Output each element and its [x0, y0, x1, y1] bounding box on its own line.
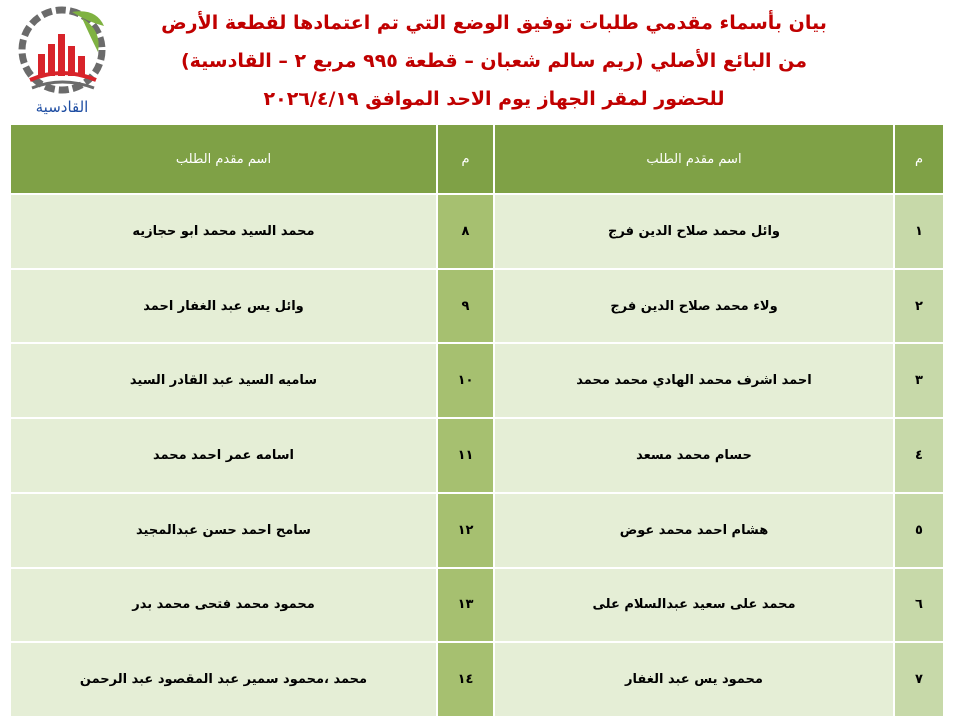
row-number: ١٢ — [437, 493, 494, 568]
applicants-table — [9, 123, 945, 718]
table-header-row — [10, 124, 944, 194]
table-row — [10, 269, 944, 344]
applicant-name: محمد ،محمود سمير عبد المقصود عبد الرحمن — [10, 642, 437, 717]
page-title — [120, 4, 868, 118]
row-number: ٦ — [894, 568, 944, 643]
applicant-name: محمد السيد محمد ابو حجازيه — [10, 194, 437, 269]
applicant-name: وائل محمد صلاح الدين فرج — [494, 194, 894, 269]
table-row — [10, 194, 944, 269]
table-row — [10, 343, 944, 418]
applicant-name: حسام محمد مسعد — [494, 418, 894, 493]
table-row — [10, 493, 944, 568]
applicant-name: محمود محمد فتحى محمد بدر — [10, 568, 437, 643]
row-number: ٧ — [894, 642, 944, 717]
row-number: ٤ — [894, 418, 944, 493]
applicant-name: محمود يس عبد الغفار — [494, 642, 894, 717]
header-number: م — [437, 124, 494, 194]
applicant-name: وائل يس عبد الغفار احمد — [10, 269, 437, 344]
header-applicant-name: اسم مقدم الطلب — [494, 124, 894, 194]
applicant-name: سامح احمد حسن عبدالمجيد — [10, 493, 437, 568]
row-number: ٢ — [894, 269, 944, 344]
logo-emblem-icon — [12, 4, 112, 100]
row-number: ٣ — [894, 343, 944, 418]
row-number: ١١ — [437, 418, 494, 493]
row-number: ١٤ — [437, 642, 494, 717]
title-line-2: من البائع الأصلي (ريم سالم شعبان – قطعة ٩٩٥ مربع ٢ – القادسية) — [180, 50, 808, 72]
row-number: ٩ — [437, 269, 494, 344]
title-line-3: للحضور لمقر الجهاز يوم الاحد الموافق ٢٠٢٦/٤/١٩ — [263, 88, 725, 110]
header-number: م — [894, 124, 944, 194]
applicant-name: اسامه عمر احمد محمد — [10, 418, 437, 493]
applicant-name: ساميه السيد عبد القادر السيد — [10, 343, 437, 418]
row-number: ٥ — [894, 493, 944, 568]
title-line-1: بيان بأسماء مقدمي طلبات توفيق الوضع التي تم اعتمادها لقطعة الأرض — [161, 12, 827, 34]
applicant-name: هشام احمد محمد عوض — [494, 493, 894, 568]
row-number: ١٠ — [437, 343, 494, 418]
logo-caption: القادسية — [35, 98, 89, 116]
table-row — [10, 568, 944, 643]
header-applicant-name: اسم مقدم الطلب — [10, 124, 437, 194]
row-number: ٨ — [437, 194, 494, 269]
applicant-name: احمد اشرف محمد الهادي محمد محمد — [494, 343, 894, 418]
table-row — [10, 642, 944, 717]
table-row — [10, 418, 944, 493]
row-number: ١٣ — [437, 568, 494, 643]
applicant-name: محمد على سعيد عبدالسلام على — [494, 568, 894, 643]
applicant-name: ولاء محمد صلاح الدين فرج — [494, 269, 894, 344]
authority-logo — [12, 4, 112, 120]
row-number: ١ — [894, 194, 944, 269]
